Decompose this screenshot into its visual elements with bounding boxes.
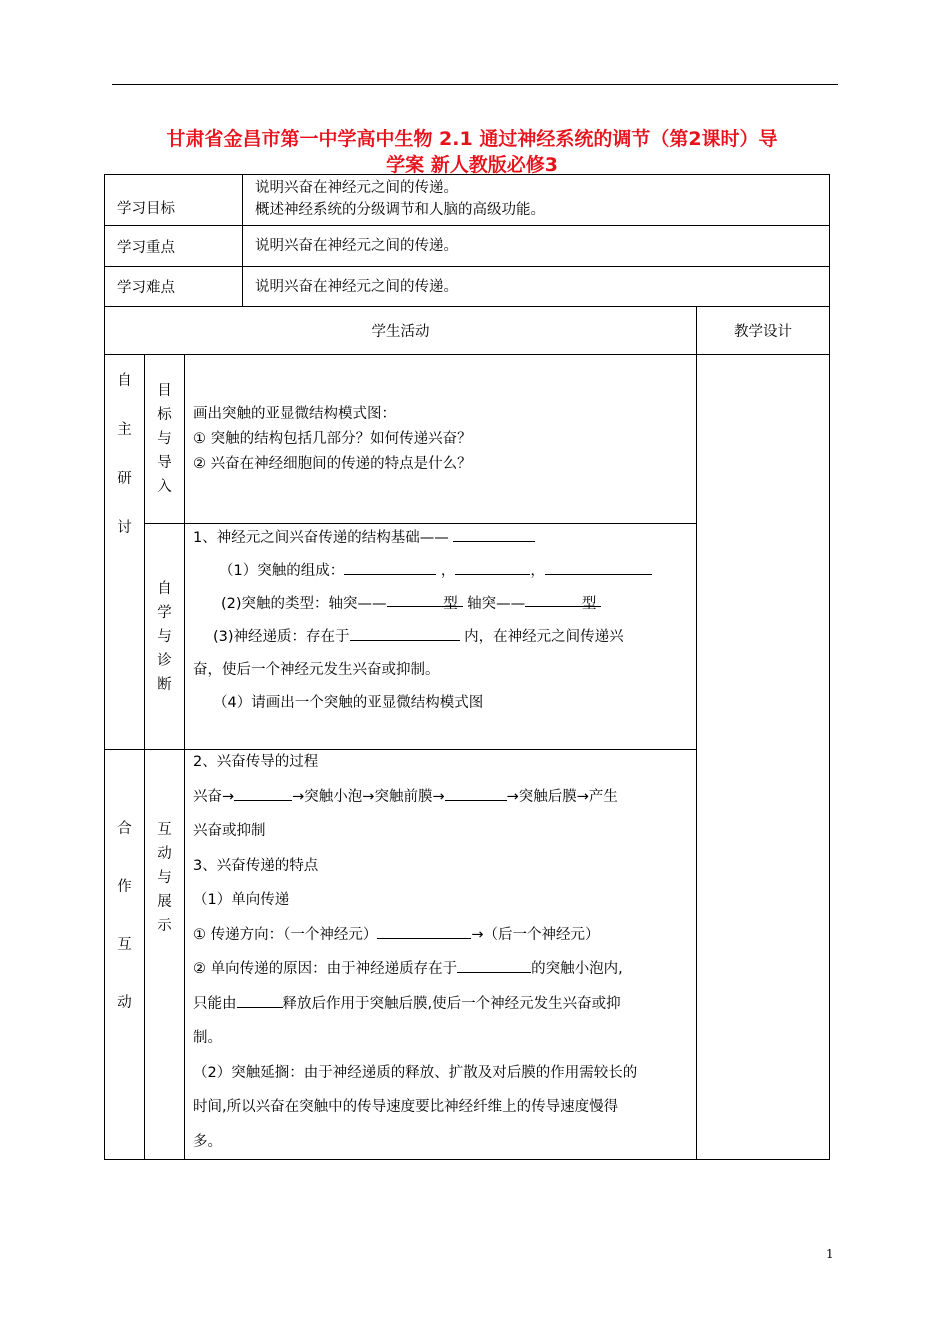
difficulty-value: 说明兴奋在神经元之间的传递。 [243,267,830,307]
keypoint-label: 学习重点 [105,226,243,267]
title-line-1: 甘肃省金昌市第一中学高中生物 2.1 通过神经系统的调节（第2课时）导 [166,128,778,150]
ia-line-3: 兴奋或抑制 [193,823,266,839]
keypoint-value: 说明兴奋在神经元之间的传递。 [243,226,830,267]
row-difficulty [105,267,830,307]
self-char-3: 研 [117,471,132,487]
student-activity-header: 学生活动 [105,307,697,355]
ia-char-5: 示 [157,918,172,934]
sd-char-1: 自 [157,580,172,597]
ia-char-4: 展 [157,894,172,910]
gi-char-3: 与 [157,431,172,447]
sd-line-5: 奋，使后一个神经元发生兴奋或抑制。 [193,662,440,678]
ia-line-8: 只能由 释放后作用于突触后膜,使后一个神经元发生兴奋或抑 [193,987,690,1022]
difficulty-label: 学习难点 [105,267,243,307]
self-char-2: 主 [117,422,132,438]
goals-value [243,175,830,226]
goals-label: 学习目标 [105,175,243,226]
sd-line-6: （4）请画出一个突触的亚显微结构模式图 [213,695,484,711]
ia-char-1: 互 [157,822,172,838]
row-goal-intro [105,355,830,524]
self-diagnose-label [145,524,185,750]
sd-line-3: (2)突触的类型：轴突—— 型 轴突—— 型 [193,588,690,621]
ia-line-11: 时间,所以兴奋在突触中的传导速度要比神经纤维上的传导速度慢得 [193,1099,619,1115]
ia-line-6: ① 传递方向：（一个神经元） →（后一个神经元） [193,918,690,953]
ia-line-7: ② 单向传递的原因：由于神经递质存在于 的突触小泡内, [193,952,690,987]
goal-intro-content [185,355,697,524]
gi-line-1: 画出突触的亚显微结构模式图： [193,405,396,422]
sd-line-4: (3)神经递质：存在于 内，在神经元之间传递兴 [193,621,690,654]
cooperation-label [105,750,145,1160]
sd-line-2: （1）突触的组成： ， ， [193,555,690,588]
ia-line-12: 多。 [193,1133,222,1150]
row-headers [105,307,830,355]
coop-char-4: 动 [117,995,132,1011]
gi-char-5: 入 [157,479,172,495]
gi-line-2: ① 突触的结构包括几部分？如何传递兴奋？ [193,430,472,447]
row-goals [105,175,830,226]
ia-char-3: 与 [157,870,172,886]
gi-line-3: ② 兴奋在神经细胞间的传递的特点是什么？ [193,455,472,472]
sd-char-5: 断 [157,676,172,693]
title-line-2: 学案 新人教版必修3 [386,154,558,176]
coop-char-3: 互 [117,937,132,953]
sd-char-4: 诊 [157,652,172,669]
self-diagnose-content [185,524,697,750]
self-char-4: 讨 [117,520,132,536]
teaching-design-header: 教学设计 [697,307,830,355]
document-title [104,126,840,178]
ia-line-9: 制。 [193,1030,222,1046]
self-study-label [105,355,145,750]
ia-line-2: 兴奋→ →突触小泡→突触前膜→ →突触后膜→产生 [193,780,690,815]
lesson-table [104,174,830,1160]
row-keypoint [105,226,830,267]
gi-char-2: 标 [157,407,172,423]
self-char-1: 自 [117,373,132,389]
goals-line-2: 概述神经系统的分级调节和人脑的高级功能。 [255,202,546,218]
ia-line-5: （1）单向传递 [193,892,290,908]
header-rule [112,84,838,85]
ia-line-4: 3、兴奋传递的特点 [193,857,319,874]
sd-char-2: 学 [157,604,172,621]
interaction-label [145,750,185,1160]
coop-char-1: 合 [117,821,132,837]
interaction-content [185,750,697,1160]
goals-line-1: 说明兴奋在神经元之间的传递。 [255,180,459,196]
coop-char-2: 作 [117,879,132,895]
goal-intro-label [145,355,185,524]
gi-char-4: 导 [157,455,172,471]
gi-char-1: 目 [157,383,172,399]
page-number: 1 [826,1247,834,1261]
ia-char-2: 动 [157,846,172,862]
ia-line-1: 2、兴奋传导的过程 [193,754,319,770]
sd-line-1: 1、神经元之间兴奋传递的结构基础—— [193,522,690,555]
sd-char-3: 与 [157,628,172,645]
ia-line-10: （2）突触延搁：由于神经递质的释放、扩散及对后膜的作用需较长的 [193,1064,638,1081]
teaching-design-cell [697,355,830,1160]
